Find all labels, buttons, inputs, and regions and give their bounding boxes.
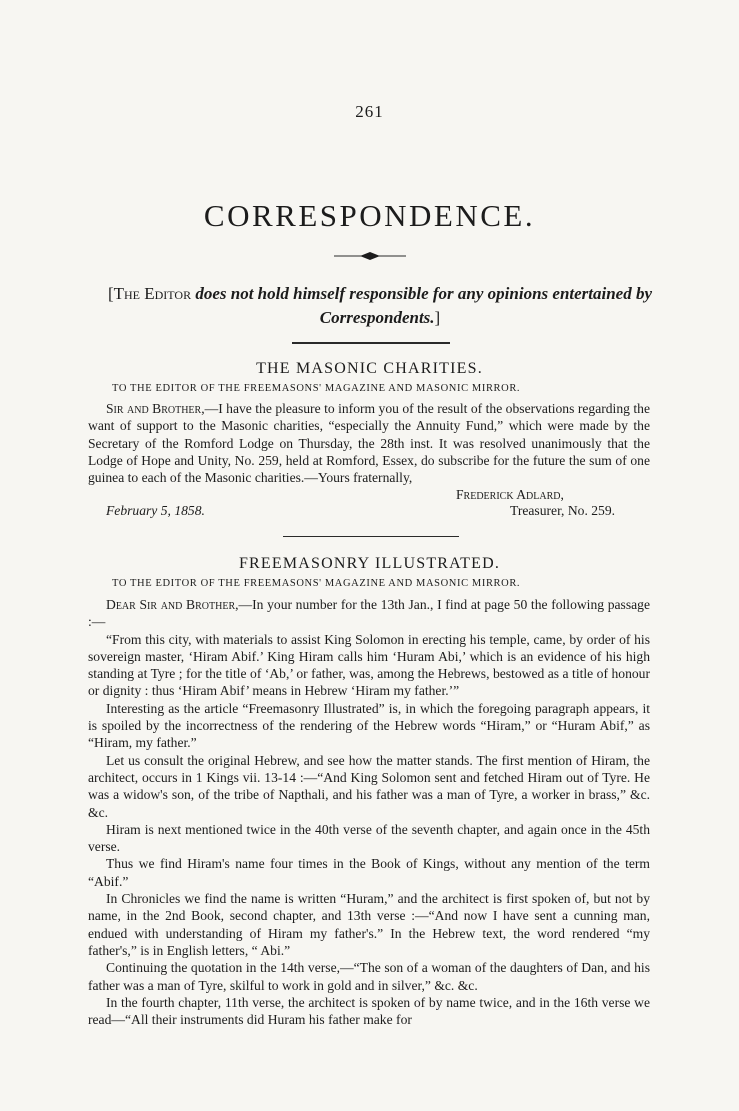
letter2-paragraph: Let us consult the original Hebrew, and see how the matter stands. The first mention of Hiram, the architect, occurs in 1 Kings vii. 13-14 :—“And King Solomon sent and fetched Hiram out of Tyre. He was a widow's son, of the tribe of Napthali, and his father was a man of Tyre, a worker in brass,” &c. &c. xyxy=(88,752,650,820)
letter2-paragraph: In the fourth chapter, 11th verse, the architect is spoken of by name twice, and in the 16th verse we read—“All their instruments did Huram his father make for xyxy=(88,994,650,1028)
letter2-paragraph: “From this city, with materials to assist King Solomon in erecting his temple, came, by order of his sovereign master, ‘Hiram Abif.’ King Hiram calls him ‘Huram Abi,’ which is an evidence of his high standing at Tyre ; for the title of ‘Ab,’ or father, was, among the Hebrews, bestowed as a title of honour or dignity : thus ‘Hiram Abif’ means in Hebrew ‘Hiram my father.’” xyxy=(88,631,650,699)
letter1-office: Treasurer, No. 259. xyxy=(510,503,616,518)
ornament-divider-icon xyxy=(330,250,410,262)
page-title: CORRESPONDENCE. xyxy=(203,198,536,233)
editor-label: The Editor xyxy=(113,284,192,303)
letter1-text: —I have the pleasure to inform you of the result of the observations regarding the want of support to the Masonic charities, “especially the Annuity Fund,” which were made by the Secretary of the Romford Lodge on Thursday, the 28th inst. It was resolved unanimously that the Lodge of Hope and Unity, No. 259, held at Romford, Essex, do subscribe for the future the sum of one guinea to each of the Masonic charities.—Yours fraternally, xyxy=(88,401,650,486)
letter2-salutation: Dear Sir and Brother, xyxy=(106,597,239,612)
letter2-paragraph: Continuing the quotation in the 14th verse,—“The son of a woman of the daughters of Dan, and his father was a man of Tyre, skilful to work in gold and in silver,” &c. &c. xyxy=(88,960,650,993)
page-number: 261 xyxy=(355,102,384,121)
letter1-date: February 5, 1858. xyxy=(106,503,205,518)
letter2-paragraph xyxy=(88,596,650,631)
disclaimer-text: does not hold himself responsible for any opinions entertained by Correspondents. xyxy=(195,284,653,327)
editor-disclaimer xyxy=(100,282,660,330)
section-divider xyxy=(292,342,450,344)
letter1-paragraph xyxy=(88,400,650,486)
letter2-address: TO THE EDITOR OF THE FREEMASONS' MAGAZINE AND MASONIC MIRROR. xyxy=(112,578,521,589)
letter2-paragraph: Interesting as the article “Freemasonry Illustrated” is, in which the foregoing paragraph appears, it is spoiled by the incorrectness of the rendering of the Hebrew words “Hiram,” or “Huram Abif,” as “Hiram, my father.” xyxy=(88,700,650,751)
letter2-title: FREEMASONRY ILLUSTRATED. xyxy=(238,555,501,572)
letter1-salutation: Sir and Brother, xyxy=(106,401,205,416)
bracket-open: [ xyxy=(107,284,114,303)
letter2-text: —In your number for the 13th Jan., I find at page 50 the following passage :— xyxy=(88,597,650,630)
letter2-paragraph: Hiram is next mentioned twice in the 40th verse of the seventh chapter, and again once in the 45th verse. xyxy=(88,821,650,855)
letter2-body xyxy=(88,596,650,1028)
letter2-paragraph: Thus we find Hiram's name four times in the Book of Kings, without any mention of the term “Abif.” xyxy=(88,856,650,889)
letter1-address: TO THE EDITOR OF THE FREEMASONS' MAGAZINE AND MASONIC MIRROR. xyxy=(112,383,521,394)
bracket-close: ] xyxy=(434,308,441,327)
section-divider xyxy=(283,536,459,537)
letter2-paragraph: In Chronicles we find the name is written “Huram,” and the architect is first spoken of, but not by name, in the 2nd Book, second chapter, and 13th verse :—“And now I have sent a cunning man, endued with understanding of Hiram my father's.” In the Hebrew text, the word rendered “my father's,” is in English letters, “ Abi.” xyxy=(88,891,650,958)
letter1-body xyxy=(88,400,650,486)
letter1-signature: Frederick Adlard, xyxy=(456,487,564,502)
letter1-title: THE MASONIC CHARITIES. xyxy=(256,360,483,377)
